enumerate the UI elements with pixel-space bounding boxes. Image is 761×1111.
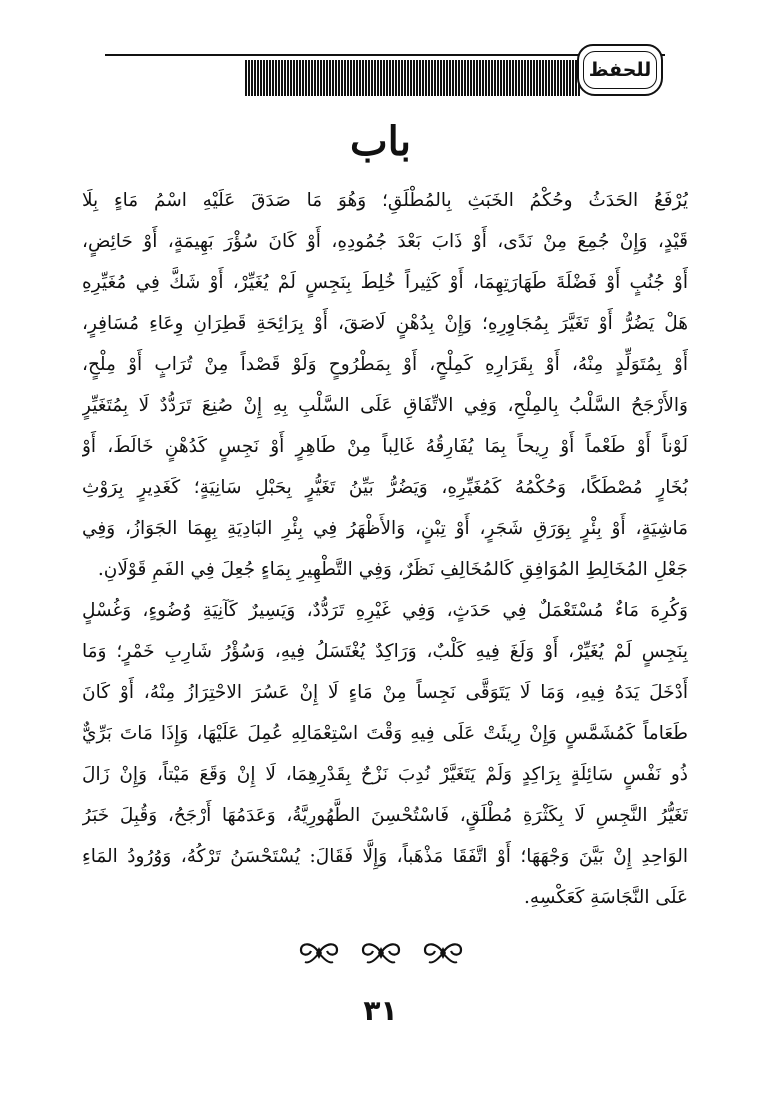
- text-line: جَعْلِ المُخَالِطِ المُوَافِقِ كَالمُخَالِفِ نَظَرٌ، وَفِي التَّطْهِيرِ بِمَاءٍ جُعِلَ فِي الفَمِ قَوْلَانِ.: [97, 559, 688, 580]
- text-line: مَاشِيَةٍ، أَوْ بِئْرٍ بِوَرَقِ شَجَرٍ، أَوْ تِبْنٍ، وَالأَظْهَرُ فِي بِئْرِ البَادِيَةِ بِهِمَا الجَوَازُ، وَفِي: [82, 518, 688, 539]
- flourish-ornament-icon: [419, 938, 467, 972]
- text-line: لَوْناً أَوْ طَعْماً أَوْ رِيحاً بِمَا يُفَارِقُهُ غَالِباً مِنْ طَاهِرٍ أَوْ نَجِسٍ كَدُهْنٍ خَالَطَ، أَوْ: [82, 436, 688, 457]
- flourish-ornament-icon: [357, 938, 405, 972]
- text-line: بِنَجِسٍ لَمْ يُغَيِّرْ، أَوْ وَلَغَ فِيهِ كَلْبٌ، وَرَاكِدٌ يُغْتَسَلُ فِيهِ، وَسُؤْرُ شَارِبِ خَمْرٍ؛ وَمَا: [82, 641, 688, 662]
- text-line: وَالأَرْجَحُ السَّلْبُ بِالمِلْحِ، وَفِي الاتِّفَاقِ عَلَى السَّلْبِ بِهِ إِنْ صُنِعَ تَرَدُّدٌ لَا بِمُتَغَيِّرٍ: [82, 395, 688, 416]
- text-line: هَلْ يَضُرُّ أَوْ تَغَيَّرَ بِمُجَاوِرِهِ؛ وَإِنْ بِدُهْنٍ لَاصَقَ، أَوْ بِرَائِحَةِ قَطِرَانِ وِعَاءِ مُسَافِرٍ،: [82, 313, 688, 334]
- text-line: يُرْفَعُ الحَدَثُ وحُكْمُ الخَبَثِ بِالمُطْلَقِ؛ وَهُوَ مَا صَدَقَ عَلَيْهِ اسْمُ مَاءٍ بِلَا: [82, 190, 688, 211]
- text-line: بُخَارٍ مُصْطَكًا، وَحُكْمُهُ كَمُغَيِّرِهِ، وَيَضُرُّ بَيِّنُ تَغَيُّرٍ بِحَبْلِ سَانِيَةٍ؛ كَغَدِيرٍ بِرَوْثِ: [82, 477, 688, 498]
- header-striped-bar: [245, 60, 581, 96]
- text-line: ذُو نَفْسٍ سَائِلَةٍ بِرَاكِدٍ وَلَمْ يَتَغَيَّرْ نُدِبَ نَزْحٌ بِقَدْرِهِمَا، لَا إِنْ وَقَعَ مَيْتاً، وَإِنْ زَالَ: [82, 764, 688, 785]
- header-tab: [577, 44, 663, 96]
- text-line: أَوْ بِمُتَوَلِّدٍ مِنْهُ، أَوْ بِقَرَارِهِ كَمِلْحٍ، أَوْ بِمَطْرُوحٍ وَلَوْ قَصْداً مِنْ تُرَابٍ أَوْ مِلْحٍ،: [82, 354, 688, 375]
- flourish-ornament-icon: [295, 938, 343, 972]
- chapter-title: باب: [350, 118, 411, 165]
- header-tab-label: للحفظ: [583, 51, 657, 89]
- ornament-divider: [0, 938, 761, 972]
- paragraph-2: [82, 590, 688, 918]
- text-line: أَوْ جُنُبٍ أَوْ فَضْلَةَ طَهَارَتِهِمَا، أَوْ كَثِيراً خُلِطَ بِنَجِسٍ لَمْ يُغَيِّرْ، أَوْ شَكَّ فِي مُغَيِّرِهِ: [82, 272, 688, 293]
- text-line: أَدْخَلَ يَدَهُ فِيهِ، وَمَا لَا يَتَوَقَّى نَجِساً مِنْ مَاءٍ لَا إِنْ عَسُرَ الاحْتِرَازُ مِنْهُ، أَوْ كَانَ: [82, 682, 688, 703]
- page-number: ٣١: [363, 994, 398, 1027]
- text-line: عَلَى النَّجَاسَةِ كَعَكْسِهِ.: [524, 887, 688, 908]
- paragraph-1: [82, 180, 688, 590]
- text-line: قَيْدٍ، وَإِنْ جُمِعَ مِنْ نَدًى، أَوْ ذَابَ بَعْدَ جُمُودِهِ، أَوْ كَانَ سُؤْرَ بَهِيمَةٍ، أَوْ حَائِضٍ،: [82, 231, 688, 252]
- text-line: تَغَيُّرُ النَّجِسِ لَا بِكَثْرَةِ مُطْلَقٍ، فَاسْتُحْسِنَ الطَّهُورِيَّةُ، وَعَدَمُهَا أَرْجَحُ، وَقُبِلَ خَبَرُ: [82, 805, 688, 826]
- text-line: الوَاحِدِ إِنْ بَيَّنَ وَجْهَهَا؛ أَوْ اتَّفَقَا مَذْهَباً، وَإِلَّا فَقَالَ: يُسْتَحْسَنُ تَرْكُهُ، وَوُرُودُ المَاءِ: [82, 846, 688, 867]
- text-line: وَكُرِهَ مَاءٌ مُسْتَعْمَلٌ فِي حَدَثٍ، وَفِي غَيْرِهِ تَرَدُّدٌ، وَيَسِيرٌ كَآنِيَةِ وُضُوءٍ، وَغُسْلٍ: [82, 600, 688, 621]
- text-line: طَعَاماً كَمُشَمَّسٍ وَإِنْ رِيئَتْ عَلَى فِيهِ وَقْتَ اسْتِعْمَالِهِ عُمِلَ عَلَيْهَا، وَإِذَا مَاتَ بَرِّيٌّ: [82, 723, 688, 744]
